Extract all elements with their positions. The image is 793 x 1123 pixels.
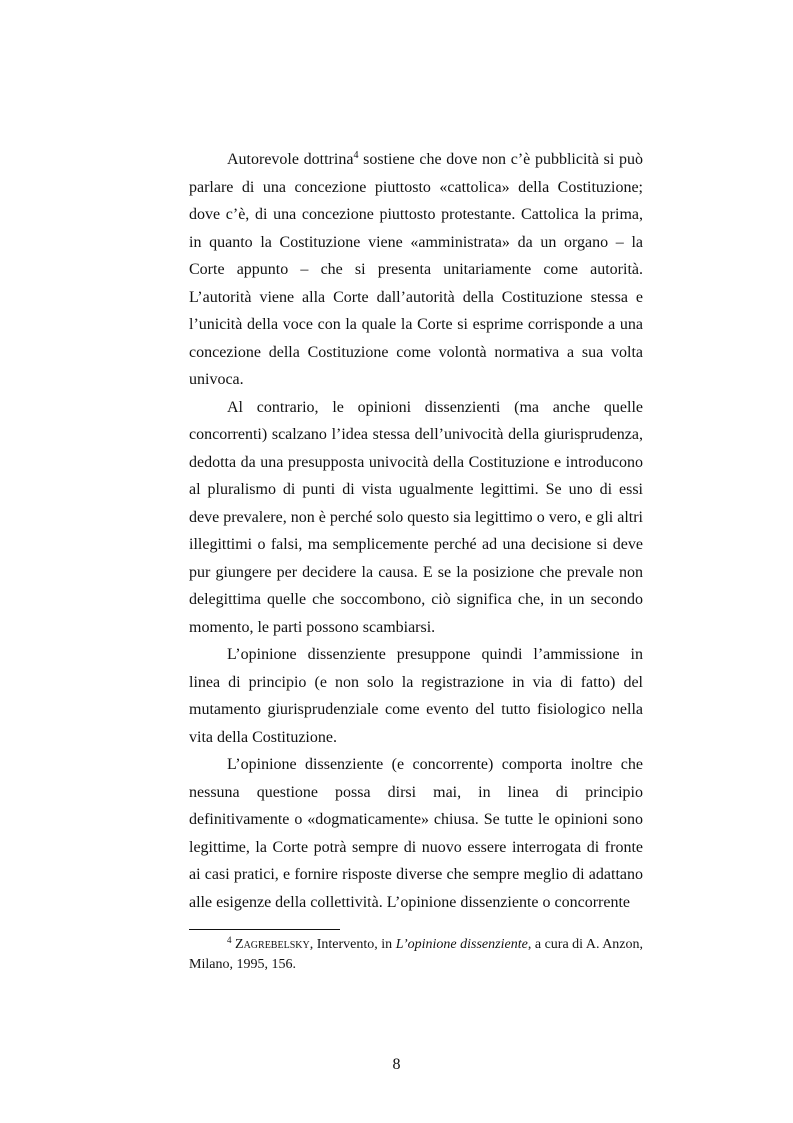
paragraph-1-rest: sostiene che dove non c’è pubblicità si può parlare di una concezione piuttosto «cattolica» della Costituzione; dove c’è, di una concezione piuttosto protestante. Cattolica la prima, in quanto la Costituzione viene «amministrata» da un organo – la Corte appunto – che si presenta unitariamente come autorità. L’autorità viene alla Corte dall’autorità della Costituzione stessa e l’unicità della voce con la quale la Corte si esprime corrisponde a una concezione della Costituzione come volontà normativa a sua volta univoca. <box>189 151 643 388</box>
footnote-number: 4 <box>227 935 232 945</box>
footnote-author: Zagrebelsky <box>235 937 310 952</box>
paragraph-3: L’opinione dissenziente presuppone quindi l’ammissione in linea di principio (e non solo la registrazione in via di fatto) del mutamento giurisprudenziale come evento del tutto fisiologico nella vita della Costituzione. <box>189 646 643 746</box>
footnote <box>189 935 643 975</box>
footnote-middle: , Intervento, in <box>309 937 396 952</box>
body-text <box>189 146 643 916</box>
page-number: 8 <box>392 1056 401 1073</box>
paragraph-1-start: Autorevole dottrina <box>227 151 354 168</box>
footnote-rest: , a cura di A. Anzon, Milano, 1995, 156. <box>189 937 644 972</box>
paragraph-1 <box>189 146 643 394</box>
footnote-reference[interactable]: 4 <box>353 150 359 161</box>
footnote-separator <box>189 929 340 930</box>
footnote-title: L’opinione dissenziente <box>395 937 528 952</box>
paragraph-2: Al contrario, le opinioni dissenzienti (ma anche quelle concorrenti) scalzano l’idea stessa dell’univocità della giurisprudenza, dedotta da una presupposta univocità della Costituzione e introducono al pluralismo di punti di vista ugualmente legittimi. Se uno di essi deve prevalere, non è perché solo questo sia legittimo o vero, e gli altri illegittimi o falsi, ma semplicemente perché ad una decisione si deve pur giungere per decidere la causa. E se la posizione che prevale non delegittima quelle che soccombono, ciò significa che, in un secondo momento, le parti possono scambiarsi. <box>189 398 643 636</box>
paragraph-4: L’opinione dissenziente (e concorrente) comporta inoltre che nessuna questione possa dirsi mai, in linea di principio definitivamente o «dogmaticamente» chiusa. Se tutte le opinioni sono legittime, la Corte potrà sempre di nuovo essere interrogata di fronte ai casi pratici, e fornire risposte diverse che sempre meglio di adattano alle esigenze della collettività. L’opinione dissenziente o concorrente <box>189 756 643 911</box>
